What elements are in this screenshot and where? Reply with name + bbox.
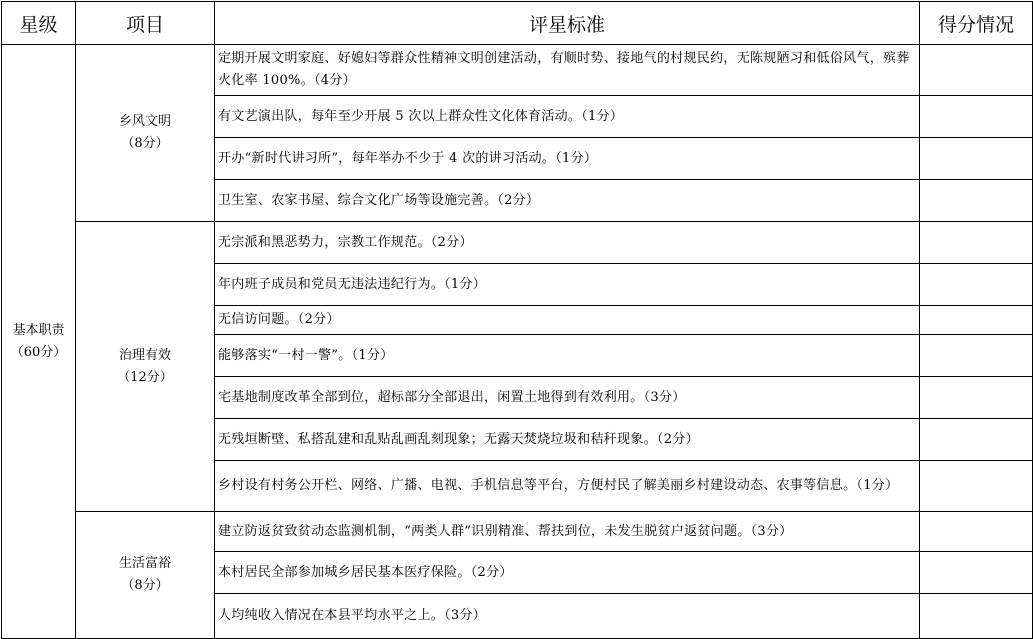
criteria-cell: 开办“新时代讲习所”，每年举办不少于 4 次的讲习活动。（1分）: [215, 138, 920, 180]
group-cell-prosperous-life: [76, 512, 215, 639]
score-cell[interactable]: [920, 594, 1033, 639]
group-points: （8分）: [121, 578, 169, 593]
score-cell[interactable]: [920, 264, 1033, 306]
score-cell[interactable]: [920, 335, 1033, 377]
star-level-name: 基本职责: [12, 322, 65, 338]
criteria-cell: 乡村设有村务公开栏、网络、广播、电视、手机信息等平台，方便村民了解美丽乡村建设动态、农事等信息。（1分）: [215, 461, 920, 512]
criteria-cell: 宅基地制度改革全部到位，超标部分全部退出，闲置土地得到有效利用。（3分）: [215, 377, 920, 419]
criteria-cell: 定期开展文明家庭、好媳妇等群众性精神文明创建活动，有顺时势、接地气的村规民约，无陈规陋习和低俗风气，殡葬火化率 100%。（4分）: [215, 45, 920, 96]
score-cell[interactable]: [920, 138, 1033, 180]
table-row: [2, 45, 1033, 96]
criteria-cell: 本村居民全部参加城乡居民基本医疗保险。（2分）: [215, 552, 920, 594]
header-row: [2, 2, 1033, 45]
table-row: [2, 222, 1033, 264]
star-level-points: （60分）: [10, 344, 67, 360]
header-score: 得分情况: [920, 2, 1033, 45]
score-cell[interactable]: [920, 180, 1033, 222]
criteria-cell: 无残垣断壁、私搭乱建和乱贴乱画乱刻现象；无露天焚烧垃圾和秸秆现象。（2分）: [215, 419, 920, 461]
score-cell[interactable]: [920, 512, 1033, 552]
criteria-cell: 无宗派和黑恶势力，宗教工作规范。（2分）: [215, 222, 920, 264]
group-points: （8分）: [121, 136, 169, 151]
score-cell[interactable]: [920, 306, 1033, 335]
group-cell-rural-civility: [76, 45, 215, 222]
criteria-cell: 能够落实“一村一警”。（1分）: [215, 335, 920, 377]
score-cell[interactable]: [920, 461, 1033, 512]
criteria-cell: 有文艺演出队，每年至少开展 5 次以上群众性文化体育活动。（1分）: [215, 96, 920, 138]
criteria-cell: 人均纯收入情况在本县平均水平之上。（3分）: [215, 594, 920, 639]
score-cell[interactable]: [920, 222, 1033, 264]
criteria-cell: 年内班子成员和党员无违法违纪行为。（1分）: [215, 264, 920, 306]
criteria-cell: 建立防返贫致贫动态监测机制，“两类人群”识别精准、帮扶到位，未发生脱贫户返贫问题。（3分）: [215, 512, 920, 552]
evaluation-table: [1, 1, 1033, 639]
group-name: 乡风文明: [118, 114, 171, 129]
criteria-cell: 卫生室、农家书屋、综合文化广场等设施完善。（2分）: [215, 180, 920, 222]
group-name: 治理有效: [118, 347, 171, 363]
criteria-cell: 无信访问题。（2分）: [215, 306, 920, 335]
header-item: 项目: [76, 2, 215, 45]
score-cell[interactable]: [920, 96, 1033, 138]
header-star: 星级: [2, 2, 76, 45]
score-cell[interactable]: [920, 45, 1033, 96]
group-name: 生活富裕: [118, 556, 171, 571]
table-row: [2, 512, 1033, 552]
header-criteria: 评星标准: [215, 2, 920, 45]
score-cell[interactable]: [920, 552, 1033, 594]
group-points: （12分）: [117, 369, 173, 385]
group-cell-effective-governance: [76, 222, 215, 512]
score-cell[interactable]: [920, 377, 1033, 419]
score-cell[interactable]: [920, 419, 1033, 461]
star-level-cell: [2, 45, 76, 639]
